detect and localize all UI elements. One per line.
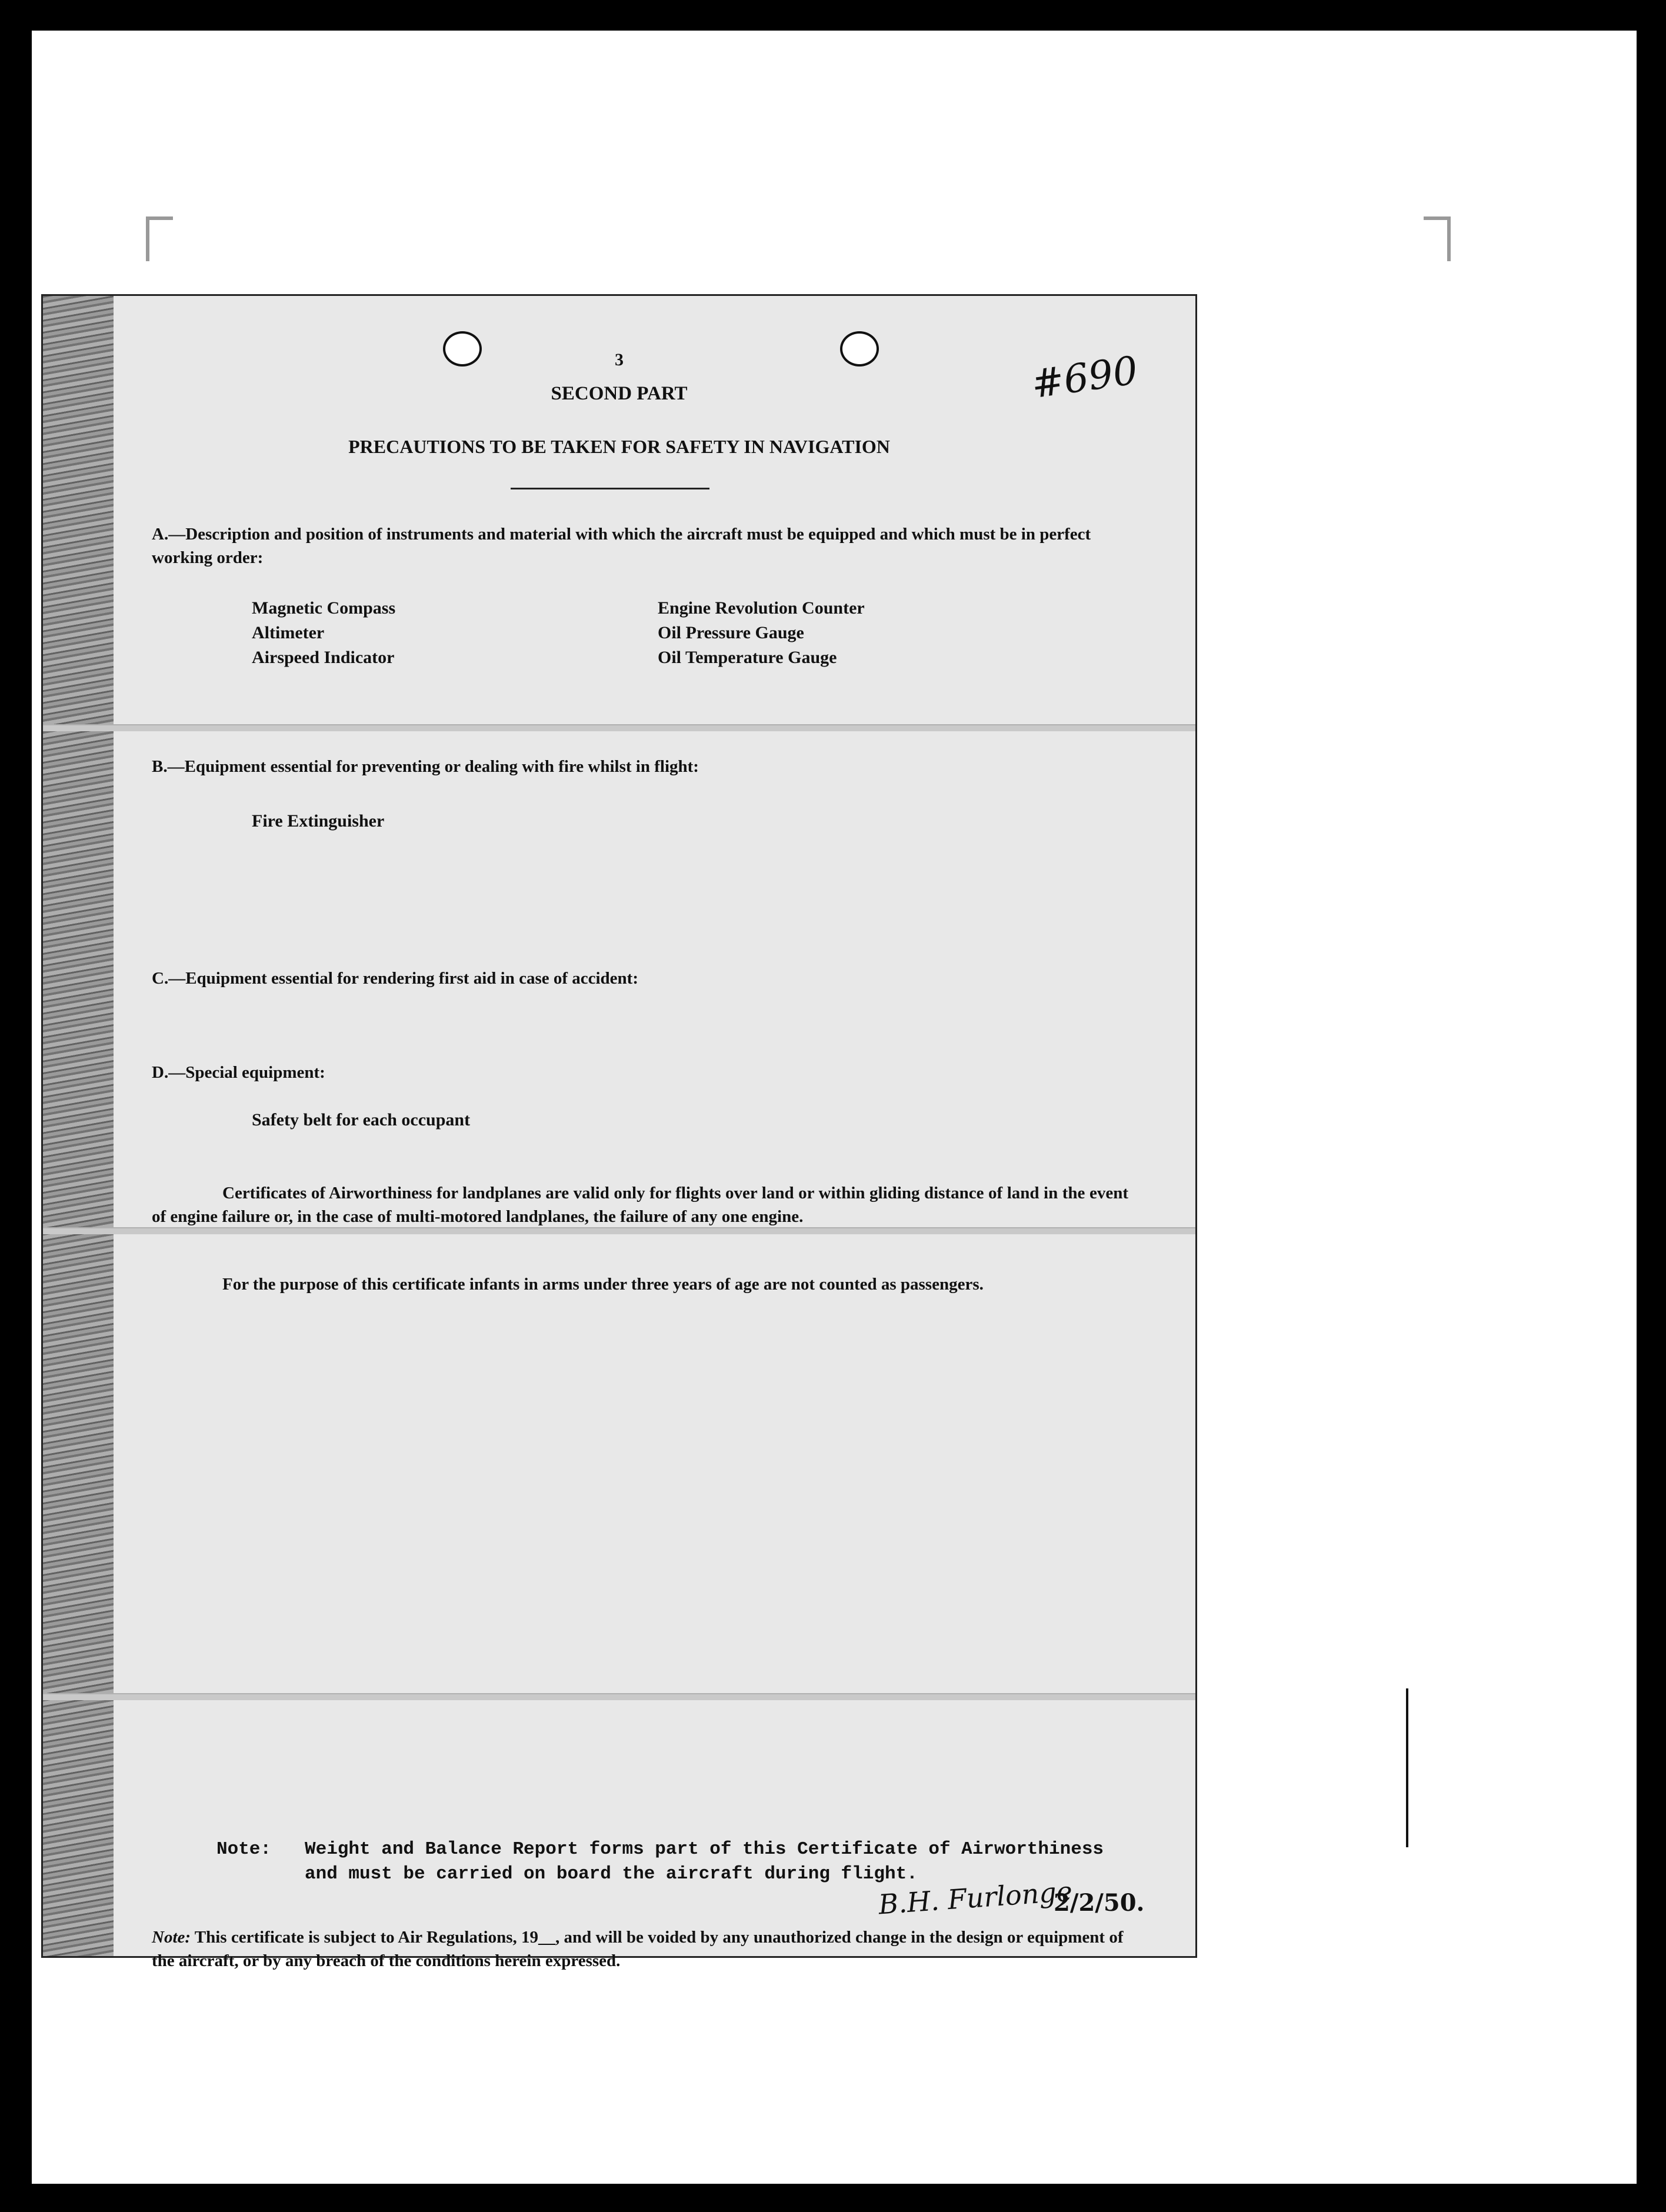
infants-paragraph: For the purpose of this certificate infants in arms under three years of age are not counted as passengers.: [222, 1275, 984, 1294]
weight-note-line2: and must be carried on board the aircraft during flight.: [305, 1864, 918, 1884]
instrument-list-right: [658, 596, 865, 670]
scan-mark: [1406, 1688, 1408, 1847]
section-b-text: B.—Equipment essential for preventing or dealing with fire whilst in flight:: [152, 757, 699, 776]
handwritten-number: #690: [1028, 347, 1141, 408]
footer-note-label: Note:: [152, 1928, 191, 1947]
signature: B.H. Furlonge: [877, 1875, 1074, 1921]
fold-line: [43, 724, 1195, 731]
section-a-text: A.—Description and position of instruments and material with which the aircraft must be equipped and which must be in perfect working order:: [152, 525, 1091, 567]
weight-note-label: Note:: [216, 1839, 272, 1860]
section-title: PRECAUTIONS TO BE TAKEN FOR SAFETY IN NAVIGATION: [348, 436, 890, 457]
instrument-item: Engine Revolution Counter: [658, 598, 865, 618]
page-number: 3: [615, 350, 624, 369]
weight-note-line1: Weight and Balance Report forms part of this Certificate of Airworthiness: [305, 1839, 1104, 1860]
section-b-item: Fire Extinguisher: [252, 811, 385, 831]
instrument-item: Magnetic Compass: [252, 598, 396, 618]
airworthiness-paragraph: Certificates of Airworthiness for landplanes are valid only for flights over land or within gliding distance of land in the event of engine failure or, in the case of multi-motored landplanes, the failure of any one engine.: [152, 1184, 1128, 1226]
section-c-text: C.—Equipment essential for rendering first aid in case of accident:: [152, 969, 638, 988]
instrument-item: Oil Pressure Gauge: [658, 623, 804, 642]
footer-note: [152, 1925, 1128, 1973]
instrument-item: Airspeed Indicator: [252, 648, 395, 667]
fold-line: [43, 1693, 1195, 1700]
footer-note-text: This certificate is subject to Air Regulations, 19__, and will be voided by any unauthorized change in the design or equipment of the aircraft, or by any breach of the conditions herein expressed.: [152, 1928, 1124, 1970]
part-title: SECOND PART: [551, 383, 688, 404]
instrument-item: Altimeter: [252, 623, 325, 642]
section-d-text: D.—Special equipment:: [152, 1063, 325, 1082]
edge-stain: [43, 296, 114, 1956]
corner-bracket-right: [1424, 216, 1451, 261]
signature-date: 2/2/50.: [1054, 1889, 1145, 1917]
title-rule: [511, 488, 709, 489]
instrument-list-left: [252, 596, 395, 670]
section-d-item: Safety belt for each occupant: [252, 1110, 471, 1130]
corner-bracket-left: [146, 216, 173, 261]
weight-balance-note: [216, 1837, 1104, 1887]
certificate-page: [41, 294, 1197, 1970]
instrument-item: Oil Temperature Gauge: [658, 648, 837, 667]
